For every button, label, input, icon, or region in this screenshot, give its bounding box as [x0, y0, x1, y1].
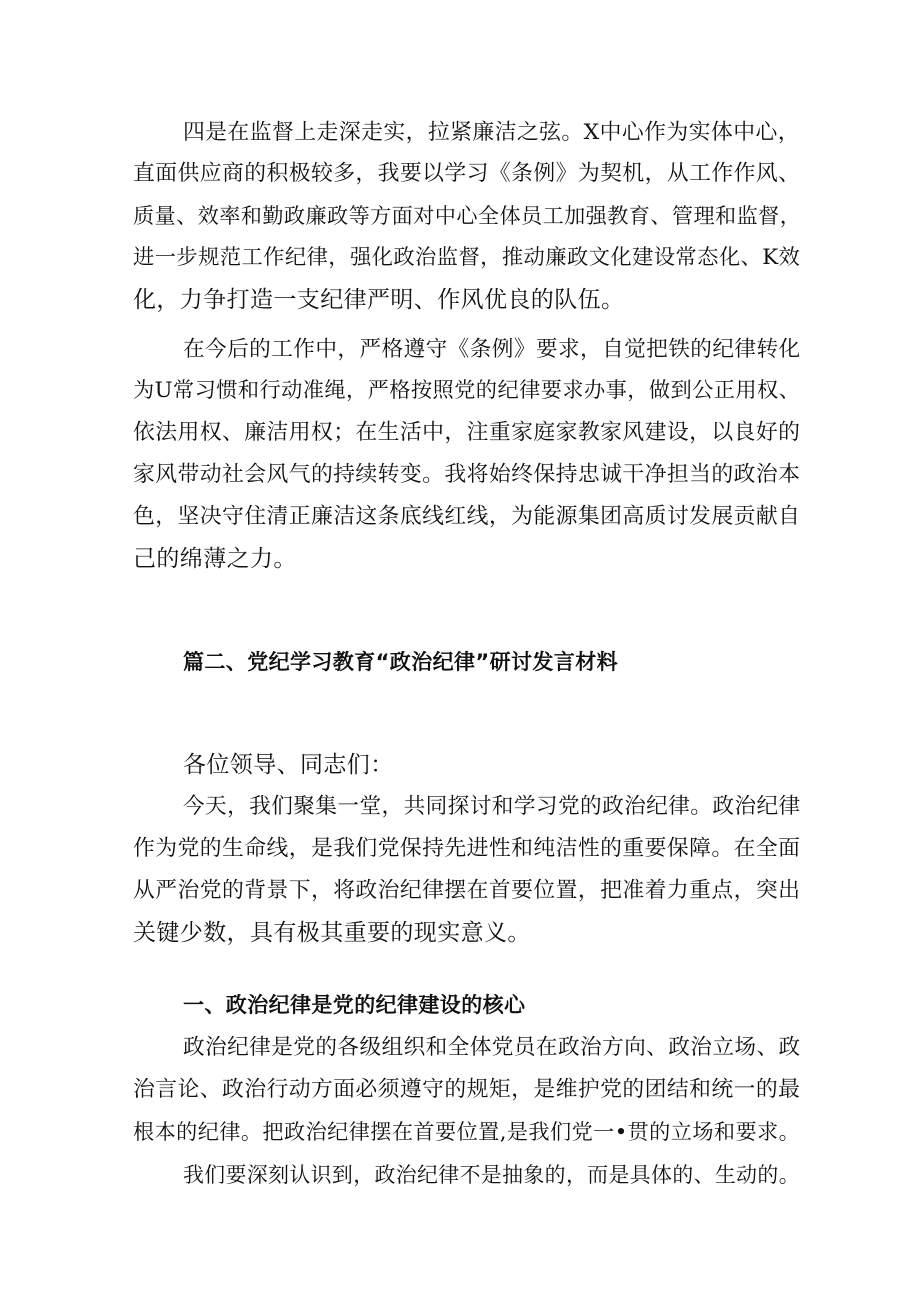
paragraph-line: 四是在监督上走深走实，拉紧廉洁之弦。X中心作为实体中心， — [183, 120, 800, 145]
paragraph-line: 在今后的工作中，严格遵守《条例》要求，自觉把铁的纪律转化 — [183, 337, 801, 362]
paragraph-line: 今天，我们聚集一堂，共同探讨和学习党的政治纪律。政治纪律 — [183, 794, 801, 819]
paragraph-line: 我们要深刻认识到，政治纪律不是抽象的，而是具体的、生动的。 — [183, 1163, 800, 1187]
paragraph-line: 治言论、政治行动方面必须遵守的规矩，是维护党的团结和统一的最 — [133, 1077, 801, 1102]
paragraph-line: 从严治党的背景下，将政治纪律摆在首要位置，把准着力重点，突出 — [133, 878, 801, 903]
paragraph-line: 进一步规范工作纪律，强化政治监督，推动廉政文化建设常态化、K效 — [133, 245, 801, 270]
paragraph-line: 作为党的生命线，是我们党保持先进性和纯洁性的重要保障。在全面 — [133, 836, 801, 861]
paragraph-line: 关键少数，具有极其重要的现实意义。 — [133, 920, 531, 946]
paragraph-line: 根本的纪律。把政治纪律摆在首要位置,是我们党一•贯的立场和要求。 — [133, 1119, 801, 1144]
paragraph-line: 己的绵薄之力。 — [133, 546, 297, 572]
salutation: 各位领导、同志们： — [183, 752, 394, 778]
paragraph-line: 依法用权、廉洁用权；在生活中，注重家庭家教家风建设，以良好的 — [133, 420, 801, 445]
paragraph-line: 为U常习惯和行动准绳，严格按照党的纪律要求办事，做到公正用权、 — [133, 378, 801, 403]
paragraph-line: 质量、效率和勤政廉政等方面对中心全体员工加强教育、管理和监督， — [133, 203, 802, 228]
article-title: 篇二、党纪学习教育“政治纪律”研讨发言材料 — [183, 650, 619, 674]
section-heading: 一、政治纪律是党的纪律建设的核心 — [183, 993, 526, 1017]
paragraph-line: 政治纪律是党的各级组织和全体党员在政治方向、政治立场、政 — [183, 1035, 801, 1060]
paragraph-line: 家风带动社会风气的持续转变。我将始终保持忠诚干净担当的政治本 — [133, 462, 801, 487]
paragraph-line: 直面供应商的积极较多，我要以学习《条例》为契机，从工作作风、 — [133, 161, 801, 186]
paragraph-line: 化，力争打造一支纪律严明、作风优良的队伍。 — [133, 287, 625, 313]
paragraph-line: 色，坚决守住清正廉洁这条底线红线，为能源集团高质讨发展贡献自 — [133, 504, 801, 529]
